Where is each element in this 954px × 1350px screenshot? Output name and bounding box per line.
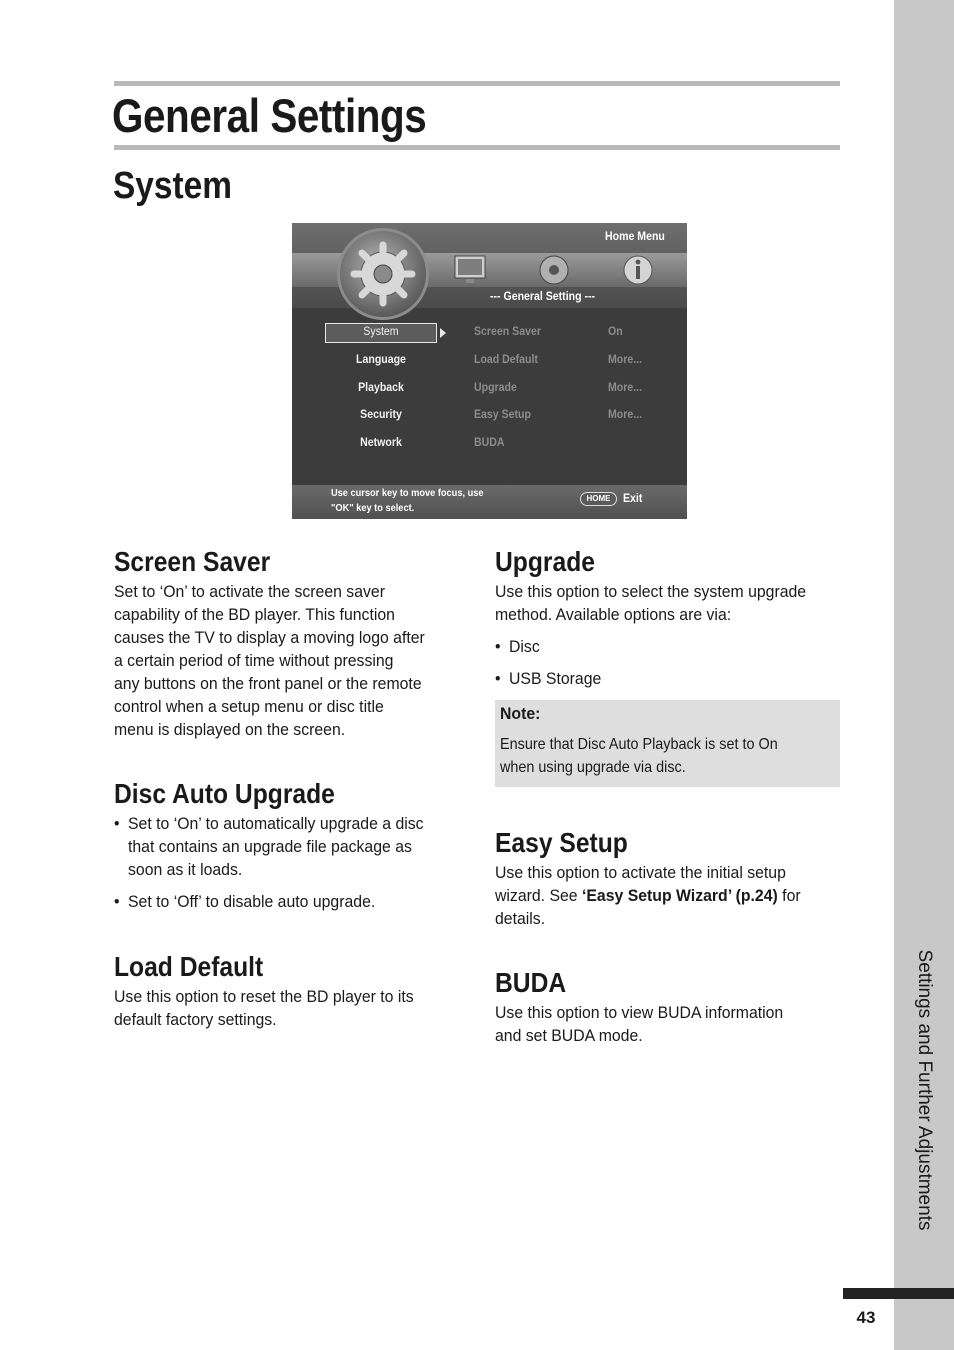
list-item: • Set to ‘On’ to automatically upgrade a disc that contains an upgrade file package as soon as it loads. bbox=[114, 812, 459, 881]
home-menu-screenshot bbox=[292, 223, 687, 519]
load-default-line-1: Use this option to reset the BD player to its bbox=[114, 987, 414, 1006]
load-default-line-2: default factory settings. bbox=[114, 1010, 277, 1029]
osd-home-menu-label: Home Menu bbox=[605, 229, 665, 243]
osd-option-buda[interactable]: BUDA bbox=[474, 435, 505, 449]
disc-icon bbox=[536, 254, 572, 286]
osd-hint-line-1: Use cursor key to move focus, use bbox=[331, 487, 484, 499]
chevron-right-icon bbox=[439, 327, 447, 339]
disc-auto-upgrade-bullet-1-line-2: that contains an upgrade file package as bbox=[128, 837, 412, 856]
upgrade-section bbox=[495, 547, 840, 690]
load-default-heading: Load Default bbox=[114, 951, 264, 982]
load-default-section bbox=[114, 952, 459, 1031]
screen-saver-line-4: a certain period of time without pressing bbox=[114, 651, 394, 670]
osd-menu-item-security[interactable]: Security bbox=[360, 407, 402, 421]
osd-value-screen-saver: On bbox=[608, 324, 623, 338]
easy-setup-line-2-post: for bbox=[777, 886, 801, 905]
osd-general-setting-label: --- General Setting --- bbox=[490, 289, 596, 303]
buda-line-1: Use this option to view BUDA information bbox=[495, 1003, 784, 1022]
upgrade-line-1: Use this option to select the system upgrade bbox=[495, 582, 807, 601]
section-title: System bbox=[113, 165, 232, 207]
osd-exit-label[interactable]: Exit bbox=[623, 491, 643, 505]
home-key-icon: HOME bbox=[580, 492, 617, 506]
osd-value-upgrade: More... bbox=[608, 380, 643, 394]
osd-value-load-default: More... bbox=[608, 352, 643, 366]
disc-auto-upgrade-bullet-2: Set to ‘Off’ to disable auto upgrade. bbox=[128, 892, 376, 911]
title-rule-top bbox=[114, 81, 840, 86]
upgrade-bullet-disc: Disc bbox=[509, 637, 540, 656]
osd-hint-line-2: "OK" key to select. bbox=[331, 502, 415, 514]
easy-setup-line-2 bbox=[495, 884, 841, 907]
osd-value-easy-setup: More... bbox=[608, 407, 643, 421]
easy-setup-heading: Easy Setup bbox=[495, 827, 628, 858]
buda-heading: BUDA bbox=[495, 967, 567, 998]
osd-menu-item-language[interactable]: Language bbox=[356, 352, 406, 366]
screen-saver-section bbox=[114, 547, 459, 741]
info-icon bbox=[622, 254, 654, 286]
disc-auto-upgrade-heading: Disc Auto Upgrade bbox=[114, 778, 335, 809]
buda-section bbox=[495, 968, 840, 1047]
osd-menu-item-playback[interactable]: Playback bbox=[358, 380, 404, 394]
easy-setup-wizard-reference: ‘Easy Setup Wizard’ (p.24) bbox=[581, 886, 778, 905]
easy-setup-line-3: details. bbox=[495, 909, 546, 928]
osd-menu-item-system[interactable]: System bbox=[363, 324, 399, 338]
buda-line-2: and set BUDA mode. bbox=[495, 1026, 643, 1045]
disc-auto-upgrade-bullet-1-line-1: Set to ‘On’ to automatically upgrade a disc bbox=[128, 814, 424, 833]
upgrade-heading: Upgrade bbox=[495, 546, 595, 577]
screen-saver-heading: Screen Saver bbox=[114, 546, 271, 577]
osd-option-easy-setup[interactable]: Easy Setup bbox=[474, 407, 531, 421]
note-title: Note: bbox=[500, 704, 541, 723]
screen-saver-line-1: Set to ‘On’ to activate the screen saver bbox=[114, 582, 385, 601]
osd-option-upgrade[interactable]: Upgrade bbox=[474, 380, 517, 394]
disc-auto-upgrade-section bbox=[114, 779, 459, 913]
note-line-2: when using upgrade via disc. bbox=[500, 759, 686, 776]
easy-setup-line-2-pre: wizard. See bbox=[495, 886, 582, 905]
page-title: General Settings bbox=[112, 89, 427, 142]
side-tab-label: Settings and Further Adjustments bbox=[914, 949, 935, 1231]
page-number: 43 bbox=[856, 1308, 876, 1327]
list-item: • USB Storage bbox=[495, 667, 840, 690]
osd-option-load-default[interactable]: Load Default bbox=[474, 352, 538, 366]
screen-saver-line-7: menu is displayed on the screen. bbox=[114, 720, 346, 739]
osd-option-screen-saver[interactable]: Screen Saver bbox=[474, 324, 541, 338]
list-item: • Disc bbox=[495, 635, 840, 658]
easy-setup-line-1: Use this option to activate the initial setup bbox=[495, 863, 786, 882]
disc-auto-upgrade-bullet-1-line-3: soon as it loads. bbox=[128, 860, 243, 879]
osd-menu-item-network[interactable]: Network bbox=[360, 435, 402, 449]
title-rule-bottom bbox=[114, 145, 840, 150]
gear-icon bbox=[337, 228, 429, 320]
upgrade-line-2: method. Available options are via: bbox=[495, 605, 732, 624]
easy-setup-section bbox=[495, 828, 840, 930]
list-item: • Set to ‘Off’ to disable auto upgrade. bbox=[114, 890, 459, 913]
screen-saver-line-5: any buttons on the front panel or the remote bbox=[114, 674, 422, 693]
note-box bbox=[495, 700, 840, 787]
note-line-1: Ensure that Disc Auto Playback is set to On bbox=[500, 736, 778, 753]
screen-saver-line-6: control when a setup menu or disc title bbox=[114, 697, 384, 716]
screen-saver-line-2: capability of the BD player. This function bbox=[114, 605, 395, 624]
page-number-bar bbox=[843, 1288, 954, 1299]
screen-saver-line-3: causes the TV to display a moving logo after bbox=[114, 628, 425, 647]
upgrade-bullet-usb: USB Storage bbox=[509, 669, 602, 688]
tv-icon bbox=[452, 254, 488, 286]
